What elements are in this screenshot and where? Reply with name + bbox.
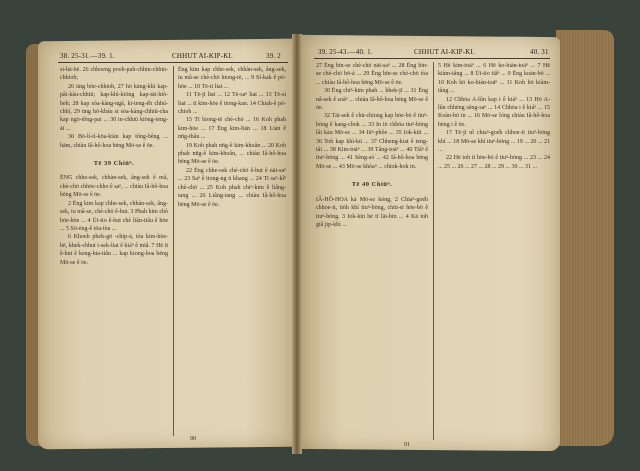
- paragraph: 30 Bō-lí-tì-kōa-kiàn kap tông-bêng ... hām, chiàu Iâ-hô-hoa bēng Mō-se ê ōe.: [60, 134, 168, 149]
- left-column-2: [178, 66, 286, 436]
- paragraph: 15 Tī hiong-tē chè-chō ... 16 Koh phah kim-hōe ... 17 Ēng kim-liān ... 18 Liān ê nn̄g-thâu ...: [178, 117, 286, 141]
- left-header-rule: [58, 62, 288, 63]
- right-header-reference: 39. 25-43.—40. 1.: [318, 48, 373, 56]
- paragraph: 6 Khoeh phek-gō -chip-ā, tòa kim-hōe-hē, khek-chhut i-sek-liat ê kiáⁿ ê miâ. 7 Hē tī ê-hut ê keng-hia-tiâu ... kap kiong-hoa bēng Mō-se ê ōe.: [60, 234, 168, 266]
- paragraph: 32 Tāi-sek ê chū-chiong kap hōe-bō ê tiuⁿ-bōng ê kang-chok ... 33 In tō chhōa tiuⁿ-bōng lâi kàu Mō-se ... 34 Iūⁿ-phôe ... 35 Iok-kūi ... 36 Toh kap khì-kū ... 37 Chheng-kiat ê teng-tâi ... 38 Kim-toāⁿ ... 39 Tâng-toāⁿ ... 40 Tiâⁿ ê tiuⁿ-bōng ... 41 Sèng-só͘ ... 42 Iâ-hô-hoa bēng Mō-se ... 43 Mō-se khòaⁿ ... chiok-hok in.: [316, 113, 428, 170]
- right-header-rule: [314, 58, 550, 59]
- paragraph: 5 Hē kim-toāⁿ ... 6 Hē ko-hiàn-toāⁿ ... 7 Hē kiàm-tâng ... 8 Ūi-tio tiâⁿ ... 9 Ēng koàn-bō ... 10 Koh hō ko-hiàn-toāⁿ ... 11 Koh hō kiàm-tâng ...: [438, 63, 550, 95]
- chapter-heading: Tē 40 Chiūⁿ.: [351, 181, 393, 189]
- right-column-divider: [433, 62, 434, 440]
- paragraph: ĒNG chhe-sek, chhàn-sek, âng-sek ê mâ, chè-chō chhōe-chho ê saⁿ, ... chiàu Iâ-hô-hoa bēng Mō-se ê ōe.: [60, 175, 168, 199]
- paragraph: 12 Chhōa A-lûn kap i ê kiáⁿ ... 13 Hō A-lûn chhēng sèng-saⁿ ... 14 Chhōa i ê kiáⁿ ... 15 Koàn-bō in ... 16 Mō-se lóng chiàu Iâ-hô-hoa bēng i ê ōe.: [438, 96, 550, 128]
- paragraph: 27 Ēng bīn-se chè-chō nāi-saⁿ ... 28 Ēng bīn-se chè-chō bō-á ... 29 Ēng bīn-se chè-chō tòa ... chiàu Iâ-hô-hoa bēng Mō-se ê ōe.: [316, 63, 428, 86]
- paragraph: 19 Koh phah nn̄g-ê kim-khoân ... 20 Koh phah nn̄g-ê kim-khoân, ... chiàu Iâ-hô-hoa bēng Mō-se ê ōe.: [178, 142, 286, 166]
- paragraph: 2 Ēng kim kap chhe-sek, chhàn-sek, âng-sek, iu mâ-se, chè-chō ê-hut. 3 Phah kim chò hōe-hōe ... 4 Ūi-tio ê-hut chè liân-tiâu ê hōe ... 5 Sō-ēng-ê tōa-tòa ...: [60, 200, 168, 232]
- chapter-heading: Tē 39 Chiūⁿ.: [93, 160, 135, 168]
- right-page-number: 91: [404, 442, 410, 448]
- right-header-title: CHHUT AI-KIP-KI.: [414, 48, 476, 56]
- left-page-number: 90: [190, 436, 196, 442]
- left-column-1: [60, 66, 168, 436]
- left-header-reference: 38. 25-31.—39. 1.: [60, 52, 115, 60]
- left-header-title: CHHUT AI-KIP-KI.: [172, 52, 234, 60]
- paragraph: 11 Tē-jī liat ... 12 Tē-saⁿ liat ... 13 Tē-sì liat ... tī kim-hōe ê tiong-kan. 14 Chiah-ê pó-chioh ...: [178, 92, 286, 116]
- right-column-1: [316, 62, 428, 440]
- right-header-right: 40. 31: [530, 48, 549, 56]
- paragraph: 26 ūng bōe-chhioh, 27 hō kāng-khì kap-pâi-kàu-chhiū; kap-khì-kiōng kap-tāi-hiò-beh; 28 kap sòa-kàng-ngâ, ki-teng-ēh chhú-chhì, 29 ūng hō-kháu si sòa-kàng-chhiū-cha kap ngō-tông-pai ... 30 in-chhiū kiōng-teng-āi ...: [60, 83, 168, 132]
- paragraph: Ēng kim kap chhe-sek, chhàn-sek, âng-sek, iu mâ-se chè-chō hiong-tē, ... 9 Sì-kak ê pō-hōe ... 10 Tē-it liat ...: [178, 67, 286, 90]
- paragraph: IÂ-HÔ-HOA kā Mō-se kóng, 2 Chiaⁿ-goe̍h chhoe-it, tiòh khí tiuⁿ-bōng, chiū-sī hōe-bō ê tiuⁿ-bōng. 3 Iok-kūi hē tī lāi-bīn ... 4 Kā toh giâ jip-khì ...: [316, 196, 428, 228]
- paragraph: 17 Tē-jī nî chiaⁿ-goe̍h chhoe-it tiuⁿ-bōng khí ... 18 Mō-se khí tiuⁿ-bōng ... 19 ... 20 ... 21 ...: [438, 130, 550, 154]
- book-gutter: [292, 34, 302, 454]
- left-header-right: 39. 2: [266, 52, 281, 60]
- paragraph: 30 Ēng chiⁿ-kim phah ... khek-jī ... 31 Ēng nâ-sek ê soàⁿ ... chiàu Iâ-hô-hoa bēng Mō-se ê ōe.: [316, 88, 428, 112]
- paragraph: si-hā-bē. 26 chhoeng pooh-pah-chhin-chhin-chhioh;: [60, 67, 168, 82]
- left-column-divider: [173, 66, 174, 436]
- right-column-2: [438, 62, 550, 440]
- right-page-edges: [556, 30, 614, 446]
- paragraph: 22 Hē toh tī hōe-bō ê tiuⁿ-bōng ... 23 ... 24 ... 25 ... 26 ... 27 ... 28 ... 29 ... 30 ... 31 ...: [438, 155, 550, 170]
- paragraph: 22 Ēng chhe-sek chè-chō ê-hut ê nāi-saⁿ ... 23 Saⁿ ê tiong-ng ū khang ... 24 Tī saⁿ-kîⁿ chè-chō ... 25 Koh phah chiⁿ-kim ê liâng-tang ... 26 Liâng-tang ... chiàu Iâ-hô-hoa bēng Mō-se ê ōe.: [178, 167, 286, 208]
